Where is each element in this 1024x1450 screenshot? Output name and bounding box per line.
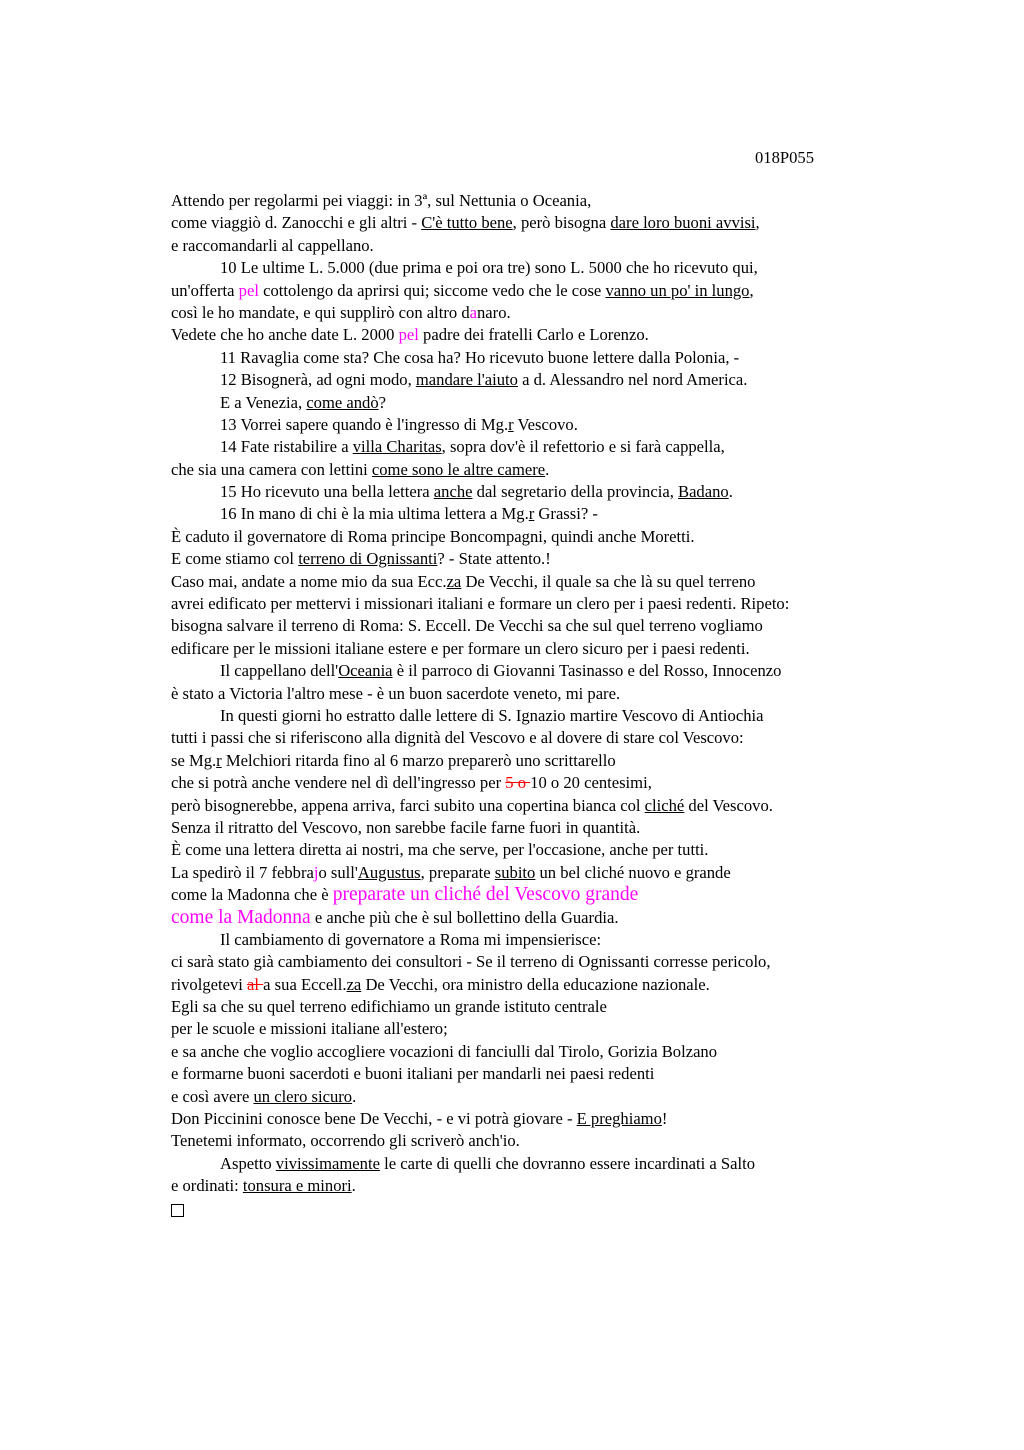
text-line: 16 In mano di chi è la mia ultima lettera a Mg.r Grassi? -: [220, 504, 598, 524]
text-line: come la Madonna e anche più che è sul bollettino della Guardia.: [171, 906, 619, 928]
text-line: In questi giorni ho estratto dalle lettere di S. Ignazio martire Vescovo di Antiochia: [220, 705, 764, 725]
text-line: Egli sa che su quel terreno edifichiamo un grande istituto centrale: [171, 997, 607, 1017]
underlined-text: dare loro buoni avvisi: [610, 213, 756, 233]
text-line: E come stiamo col terreno di Ognissanti? - State attento.!: [171, 549, 551, 569]
document-reference: 018P055: [755, 148, 815, 167]
text-line: e raccomandarli al cappellano.: [171, 235, 374, 255]
square-outline-icon: [171, 1204, 184, 1217]
text-line: 14 Fate ristabilire a villa Charitas, sopra dov'è il refettorio e si farà cappella,: [220, 437, 725, 457]
text-line: Attendo per regolarmi pei viaggi: in 3ª, sul Nettunia o Oceania,: [171, 191, 592, 210]
text-line: che sia una camera con lettini come sono le altre camere.: [171, 459, 550, 479]
text-line: come la Madonna che è preparate un cliché del Vescovo grande: [171, 884, 639, 906]
end-marker: [171, 1198, 1001, 1220]
underlined-text: r: [216, 750, 222, 770]
text-line: Il cambiamento di governatore a Roma mi impensierisce:: [220, 929, 602, 949]
text-line: che si potrà anche vendere nel dì dell'ingresso per 5 o 10 o 20 centesimi,: [171, 773, 652, 793]
text-line: tutti i passi che si riferiscono alla dignità del Vescovo e al dovere di stare col Vescovo:: [171, 728, 744, 748]
text-line: rivolgetevi al a sua Eccell.za De Vecchi, ora ministro della educazione nazionale.: [171, 974, 710, 994]
underlined-text: r: [528, 504, 535, 524]
text-line: 13 Vorrei sapere quando è l'ingresso di Mg.r Vescovo.: [220, 414, 578, 434]
text-line: Caso mai, andate a nome mio da sua Ecc.za De Vecchi, il quale sa che là su quel terreno: [171, 571, 756, 591]
document-body: [171, 190, 1001, 1220]
underlined-text: vanno un po' in lungo: [605, 280, 750, 300]
text-line: Il cappellano dell'Oceania è il parroco di Giovanni Tasinasso e del Rosso, Innocenzo: [220, 661, 782, 681]
text-line: 11 Ravaglia come sta? Che cosa ha? Ho ricevuto buone lettere dalla Polonia, -: [220, 347, 740, 367]
underlined-text: Badano: [678, 482, 729, 502]
text-line: Aspetto vivissimamente le carte di quelli che dovranno essere incardinati a Salto: [220, 1153, 756, 1173]
underlined-text: vivissimamente: [275, 1153, 380, 1173]
underlined-text: cliché: [644, 795, 685, 815]
highlighted-text: a: [469, 302, 477, 322]
text-line: un'offerta pel cottolengo da aprirsi qui; siccome vedo che le cose vanno un po' in lungo,: [171, 280, 754, 300]
text-line: bisogna salvare il terreno di Roma: S. Eccell. De Vecchi sa che sul quel terreno vogliamo: [171, 616, 763, 636]
text-line: E a Venezia, come andò?: [220, 392, 387, 412]
underlined-text: subito: [494, 862, 536, 882]
text-line: La spedirò il 7 febbrajo sull'Augustus, preparate subito un bel cliché nuovo e grande: [171, 862, 731, 882]
text-line: È come una lettera diretta ai nostri, ma che serve, per l'occasione, anche per tutti.: [171, 840, 709, 860]
underlined-text: mandare l'aiuto: [415, 370, 518, 390]
text-line: 12 Bisognerà, ad ogni modo, mandare l'aiuto a d. Alessandro nel nord America.: [220, 370, 748, 390]
highlighted-text: preparate un cliché del Vescovo grande: [332, 884, 639, 906]
text-line: Vedete che ho anche date L. 2000 pel padre dei fratelli Carlo e Lorenzo.: [171, 325, 649, 345]
text-line: 10 Le ultime L. 5.000 (due prima e poi ora tre) sono L. 5000 che ho ricevuto qui,: [220, 258, 758, 278]
underlined-text: un clero sicuro: [253, 1086, 353, 1106]
deleted-text: al: [247, 974, 264, 994]
underlined-text: villa Charitas: [352, 437, 442, 457]
underlined-text: come sono le altre camere: [371, 459, 546, 479]
underlined-text: C'è tutto bene: [421, 213, 513, 233]
underlined-text: Oceania: [338, 661, 393, 681]
underlined-text: come andò: [306, 392, 379, 412]
text-line: se Mg.r Melchiori ritarda fino al 6 marzo preparerò uno scrittarello: [171, 750, 616, 770]
highlighted-text: pel: [238, 280, 259, 300]
underlined-text: r: [508, 414, 514, 434]
text-line: e formarne buoni sacerdoti e buoni italiani per mandarli nei paesi redenti: [171, 1064, 655, 1084]
text-line: come viaggiò d. Zanocchi e gli altri - C'è tutto bene, però bisogna dare loro buoni avvisi,: [171, 213, 760, 233]
text-line: per le scuole e missioni italiane all'estero;: [171, 1019, 448, 1039]
underlined-text: za: [346, 974, 362, 994]
highlighted-text: come la Madonna: [171, 906, 311, 928]
text-line: Tenetemi informato, occorrendo gli scriverò anch'io.: [171, 1131, 520, 1151]
text-line: È caduto il governatore di Roma principe Boncompagni, quindi anche Moretti.: [171, 526, 695, 546]
text-line: Don Piccinini conosce bene De Vecchi, - e vi potrà giovare - E preghiamo!: [171, 1109, 668, 1129]
underlined-text: tonsura e minori: [242, 1176, 352, 1196]
text-line: Senza il ritratto del Vescovo, non sarebbe facile farne fuori in quantità.: [171, 817, 641, 837]
text-line: però bisognerebbe, appena arriva, farci subito una copertina bianca col cliché del Vescovo.: [171, 795, 773, 815]
text-line: avrei edificato per mettervi i missionari italiani e formare un clero per i paesi redenti. Ripeto:: [171, 594, 790, 614]
underlined-text: terreno di Ognissanti: [298, 549, 438, 569]
text-line: ci sarà stato già cambiamento dei consultori - Se il terreno di Ognissanti corresse pericolo,: [171, 952, 771, 972]
underlined-text: za: [446, 571, 462, 591]
underlined-text: E preghiamo: [576, 1109, 662, 1129]
highlighted-text: pel: [398, 325, 419, 345]
text-line: è stato a Victoria l'altro mese - è un buon sacerdote veneto, mi pare.: [171, 683, 621, 703]
text-line: edificare per le missioni italiane estere e per formare un clero sicuro per i paesi redenti.: [171, 638, 750, 658]
text-line: e ordinati: tonsura e minori.: [171, 1176, 356, 1196]
text-line: 15 Ho ricevuto una bella lettera anche dal segretario della provincia, Badano.: [220, 482, 733, 502]
deleted-text: 5 o: [505, 773, 531, 793]
text-line: e così avere un clero sicuro.: [171, 1086, 357, 1106]
underlined-text: anche: [433, 482, 473, 502]
underlined-text: Augustus: [357, 862, 421, 882]
text-line: così le ho mandate, e qui supplirò con altro danaro.: [171, 302, 511, 322]
text-line: e sa anche che voglio accogliere vocazioni di fanciulli dal Tirolo, Gorizia Bolzano: [171, 1041, 718, 1061]
highlighted-text: j: [313, 862, 319, 882]
